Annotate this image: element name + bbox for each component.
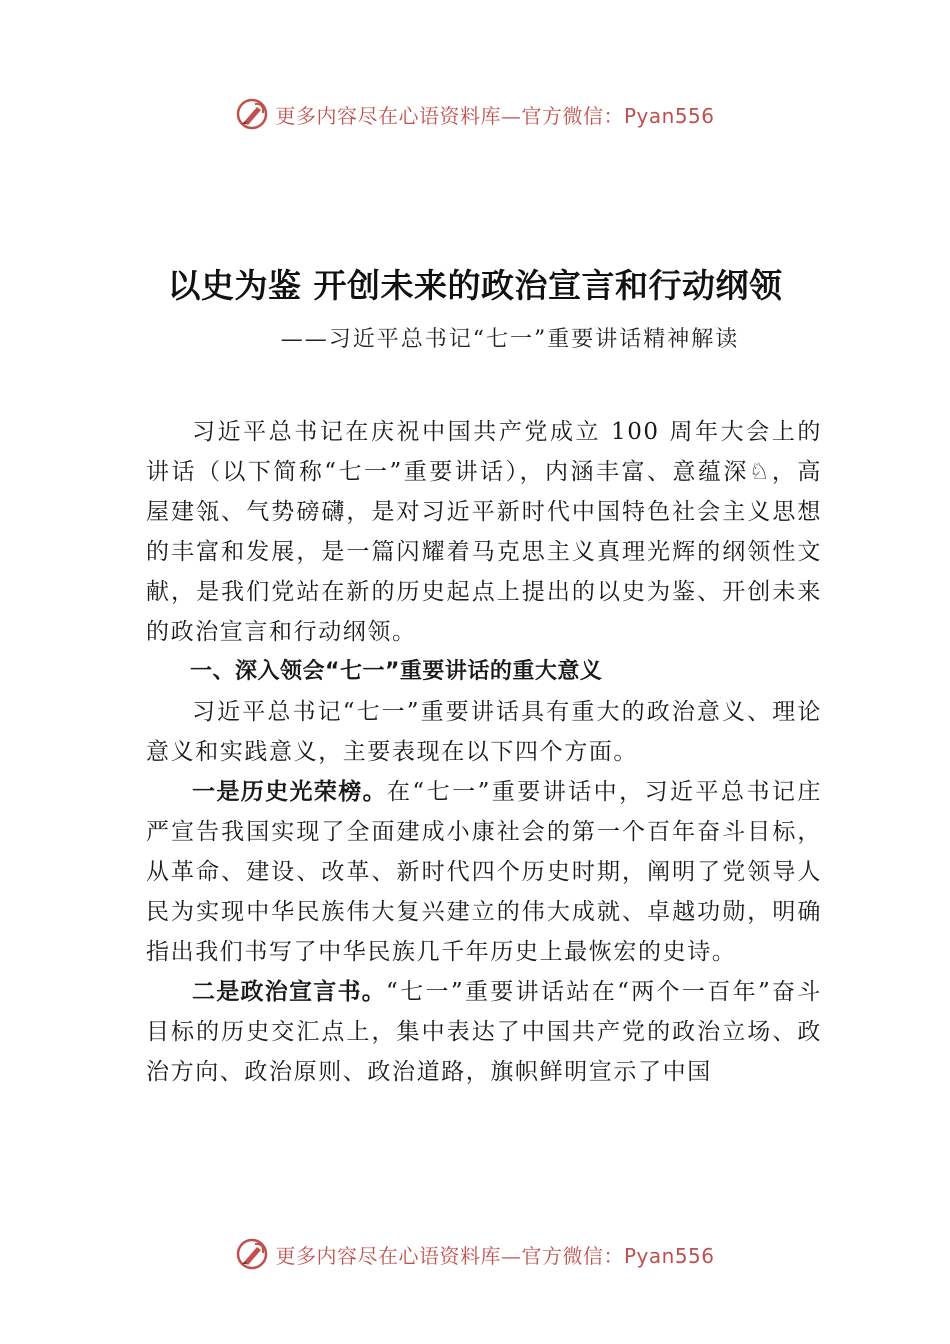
watermark-wechat-id: Pyan556 xyxy=(623,103,715,128)
watermark-text xyxy=(275,1240,714,1269)
pen-logo-icon xyxy=(235,1237,269,1271)
point-two-text: “七一”重要讲话站在“两个一百年”奋斗目标的历史交汇点上，集中表达了中国共产党的政治立场、政治方向、政治原则、政治道路，旗帜鲜明宣示了中国 xyxy=(146,979,823,1085)
point-one-text: 在“七一”重要讲话中，习近平总书记庄严宣告我国实现了全面建成小康社会的第一个百年奋斗目标，从革命、建设、改革、新时代四个历史时期，阐明了党领导人民为实现中华民族伟大复兴建立的伟大成就、卓越功勋，明确指出我们书写了中华民族几千年历史上最恢宏的史诗。 xyxy=(146,779,822,965)
footer-watermark xyxy=(0,1234,950,1274)
document-body xyxy=(146,412,822,1092)
section-heading: 一、深入领会“七一”重要讲话的重大意义 xyxy=(190,659,603,684)
document-title: 以史为鉴 开创未来的政治宣言和行动纲领 xyxy=(167,266,783,305)
watermark-wechat-id: Pyan556 xyxy=(623,1243,715,1268)
point-two-lead: 二是政治宣言书。 xyxy=(192,979,387,1005)
point-one-lead: 一是历史光荣榜。 xyxy=(192,779,387,805)
point-one-paragraph xyxy=(146,772,822,972)
watermark-prefix: 更多内容尽在心语资料库—官方微信： xyxy=(275,103,624,128)
point-two-paragraph xyxy=(146,972,822,1092)
intro-paragraph: 习近平总书记在庆祝中国共产党成立 100 周年大会上的讲话（以下简称“七一”重要讲话），内涵丰富、意蕴深♘，高屋建瓴、气势磅礴，是对习近平新时代中国特色社会主义思想的丰富和发展，是一篇闪耀着马克思主义真理光辉的纲领性文献，是我们党站在新的历史起点上提出的以史为鉴、开创未来的政治宣言和行动纲领。 xyxy=(146,419,822,645)
pen-logo-icon xyxy=(235,97,269,131)
watermark-prefix: 更多内容尽在心语资料库—官方微信： xyxy=(275,1243,624,1268)
section-paragraph: 习近平总书记“七一”重要讲话具有重大的政治意义、理论意义和实践意义，主要表现在以下四个方面。 xyxy=(146,699,822,765)
header-watermark xyxy=(0,94,950,134)
document-subtitle: ——习近平总书记“七一”重要讲话精神解读 xyxy=(280,327,740,352)
watermark-text xyxy=(275,100,714,129)
